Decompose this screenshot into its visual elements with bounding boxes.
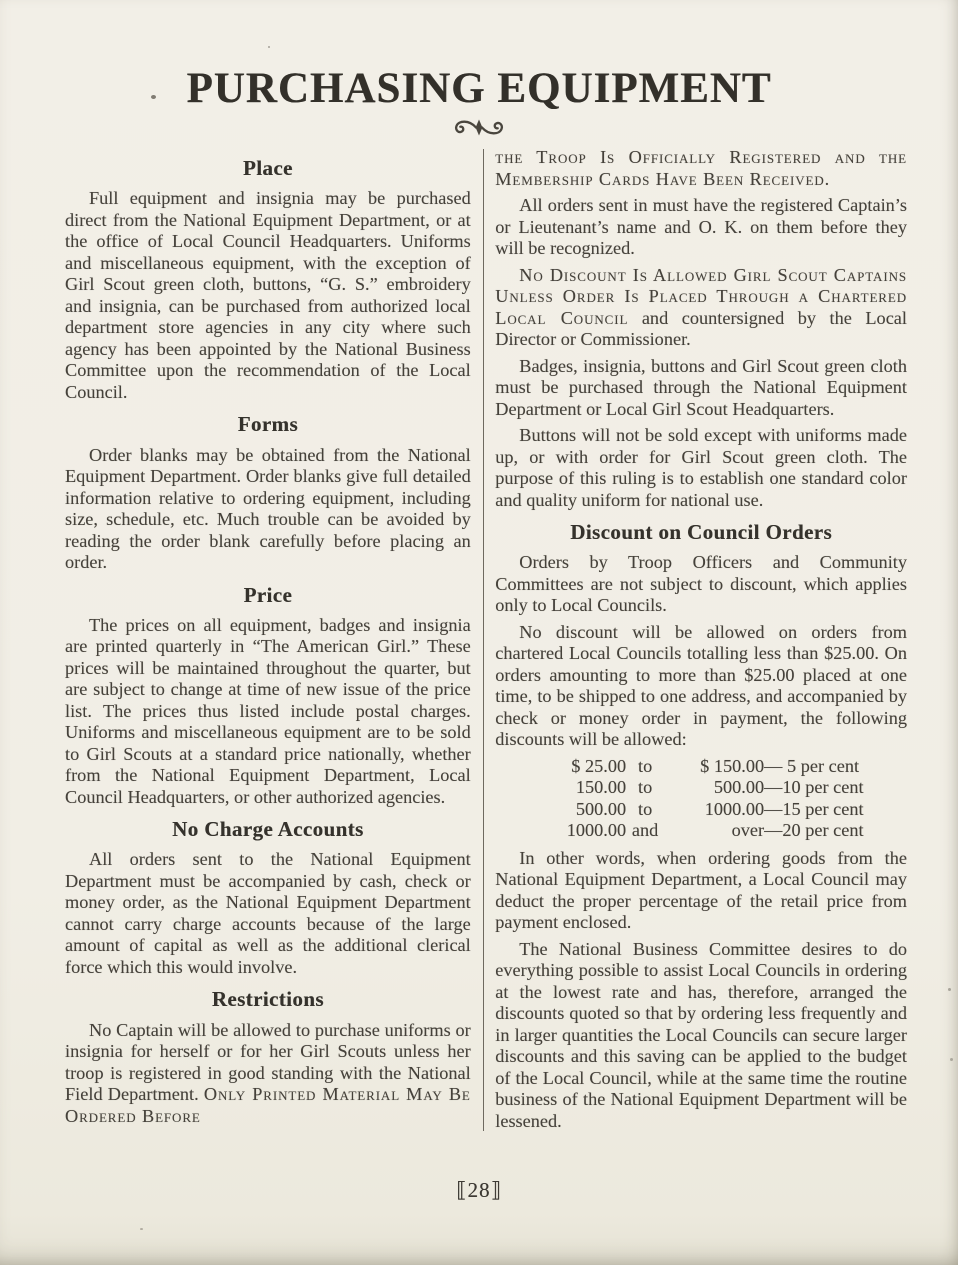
text-run: Buttons will not be sold except with uniforms made up, or with order for Girl Scout green cloth. The purpose of this ruling is to establish one standard color and quality uniform for national use. — [495, 425, 907, 510]
right-column — [495, 147, 907, 1137]
paragraph — [495, 939, 907, 1133]
section-heading: Restrictions — [211, 987, 324, 1012]
discount-from: 1000.00 — [566, 820, 627, 841]
paragraph — [65, 849, 471, 978]
scan-speck — [151, 95, 156, 99]
text-run: No discount will be allowed on orders from chartered Local Councils totalling less than $25.00. On orders amounting to more than $25.00 placed at one time, to be shipped to one address, and accompanied by check or money order in payment, the following discounts will be allowed: — [495, 621, 907, 750]
scan-speck — [268, 46, 270, 48]
paragraph — [65, 445, 471, 574]
scan-speck — [948, 988, 951, 991]
discount-from: $ 25.00 — [571, 755, 627, 776]
page-footer — [0, 1178, 958, 1203]
section-heading: Forms — [237, 412, 299, 437]
text-run: All orders sent in must have the registered Captain’s or Lieutenant’s name and O. K. on them before they will be recognized. — [495, 195, 907, 259]
section-heading: Price — [243, 582, 293, 607]
fleuron-ornament-icon — [0, 115, 958, 143]
paragraph — [495, 425, 907, 511]
left-column — [65, 147, 471, 1137]
smallcaps-run: the Troop Is Officially Registered and the Membership Cards Have Been Received. — [495, 147, 907, 189]
page-header — [0, 0, 958, 143]
section-heading: No Charge Accounts — [172, 817, 364, 842]
text-run: The prices on all equipment, badges and insignia are printed quarterly in “The American Girl.” These prices will be maintained throughout the quarter, but are subject to change at time of new issue of the price list. The prices thus listed include postal charges. Uniforms and miscellaneous equipment are to be sold to Girl Scouts at a standard price nationally, whether from the National Equipment Department, Local Council Headquarters, or other authorized agencies. — [65, 614, 471, 807]
scan-speck — [950, 1058, 953, 1061]
text-run: All orders sent to the National Equipment Department must be accompanied by cash, check or money order, as the National Equipment Department cannot carry charge accounts because of the large amount of capital as well as the additional clerical force which this would involve. — [65, 849, 471, 977]
discount-to: 1000.00 — [704, 798, 765, 819]
paragraph — [495, 848, 907, 934]
text-run: Badges, insignia, buttons and Girl Scout green cloth must be purchased through the National Equipment Department or Local Girl Scout Headquarters. — [495, 355, 907, 419]
discount-from: 500.00 — [575, 798, 627, 819]
text-run: Orders by Troop Officers and Community Committees are not subject to discount, which applies only to Local Councils. — [495, 552, 907, 616]
text-run: Order blanks may be obtained from the National Equipment Department. Order blanks give full detailed information relative to ordering equipment, including size, schedule, etc. Much trouble can be avoided by reading the order blank carefully before placing an order. — [65, 444, 471, 573]
column-divider — [483, 149, 485, 1131]
discount-rate: —15 per cent — [764, 798, 864, 819]
discount-table — [530, 756, 872, 842]
discount-table-row — [530, 777, 872, 799]
text-run: In other words, when ordering goods from the National Equipment Department, a Local Council may deduct the proper percentage of the retail price from payment enclosed. — [495, 847, 907, 933]
smallcaps-run: No Discount Is Allowed Girl Scout Captains Unless Order Is Placed Through a Chartered Local Council — [495, 264, 907, 328]
two-column-body — [0, 143, 958, 1137]
discount-to: over — [731, 820, 765, 841]
discount-from: 150.00 — [575, 777, 627, 798]
paragraph — [495, 356, 907, 421]
discount-to: 500.00 — [713, 777, 765, 798]
paragraph — [65, 615, 471, 809]
paragraph — [495, 552, 907, 617]
discount-rate: —20 per cent — [764, 820, 864, 841]
scan-speck — [140, 1228, 143, 1230]
page-number: ⟦28⟧ — [456, 1178, 502, 1202]
smallcaps-run: Only Printed Material May Be Ordered Before — [65, 1084, 471, 1126]
discount-rate: — 5 per cent — [764, 755, 860, 776]
discount-table-row — [530, 756, 872, 778]
text-run: No Captain will be allowed to purchase uniforms or insignia for herself or for her Girl Scouts unless her troop is registered in good standing with the National Field Department. — [65, 1019, 471, 1105]
paragraph — [65, 1020, 471, 1128]
paragraph — [495, 622, 907, 751]
page-title: PURCHASING EQUIPMENT — [186, 65, 772, 112]
discount-table-row — [530, 799, 872, 821]
text-run: Full equipment and insignia may be purchased direct from the National Equipment Department, or at the office of Local Council Headquarters. Uniforms and miscellaneous equipment, with the exception of Girl Scout green cloth, buttons, “G. S.” embroidery and insignia, can be purchased from authorized local department store agencies in any city where such agency has been appointed by the National Business Committee upon the recommendation of the Local Council. — [65, 188, 471, 402]
text-run: The National Business Committee desires to do everything possible to assist Local Councils in ordering at the lowest rate and has, therefore, arranged the discounts quoted so that by ordering less frequently and in larger quantities the Local Councils can secure larger discounts and this saving can be applied to the budget of the Local Council, while at the same time the routine business of the National Equipment Department will be lessened. — [495, 938, 907, 1131]
paragraph — [495, 265, 907, 351]
discount-table-row — [530, 820, 872, 842]
paragraph — [495, 195, 907, 260]
discount-rate: —10 per cent — [764, 777, 864, 798]
discount-connector: to — [638, 798, 653, 819]
section-heading: Place — [242, 156, 293, 181]
section-heading: Discount on Council Orders — [570, 520, 833, 545]
discount-to: $ 150.00 — [700, 755, 765, 776]
text-run: and countersigned by the Local Director or Commissioner. — [495, 307, 907, 350]
discount-connector: to — [638, 777, 653, 798]
paragraph — [495, 147, 907, 190]
discount-connector: to — [638, 755, 653, 776]
discount-connector: and — [631, 820, 659, 841]
paragraph — [65, 188, 471, 403]
